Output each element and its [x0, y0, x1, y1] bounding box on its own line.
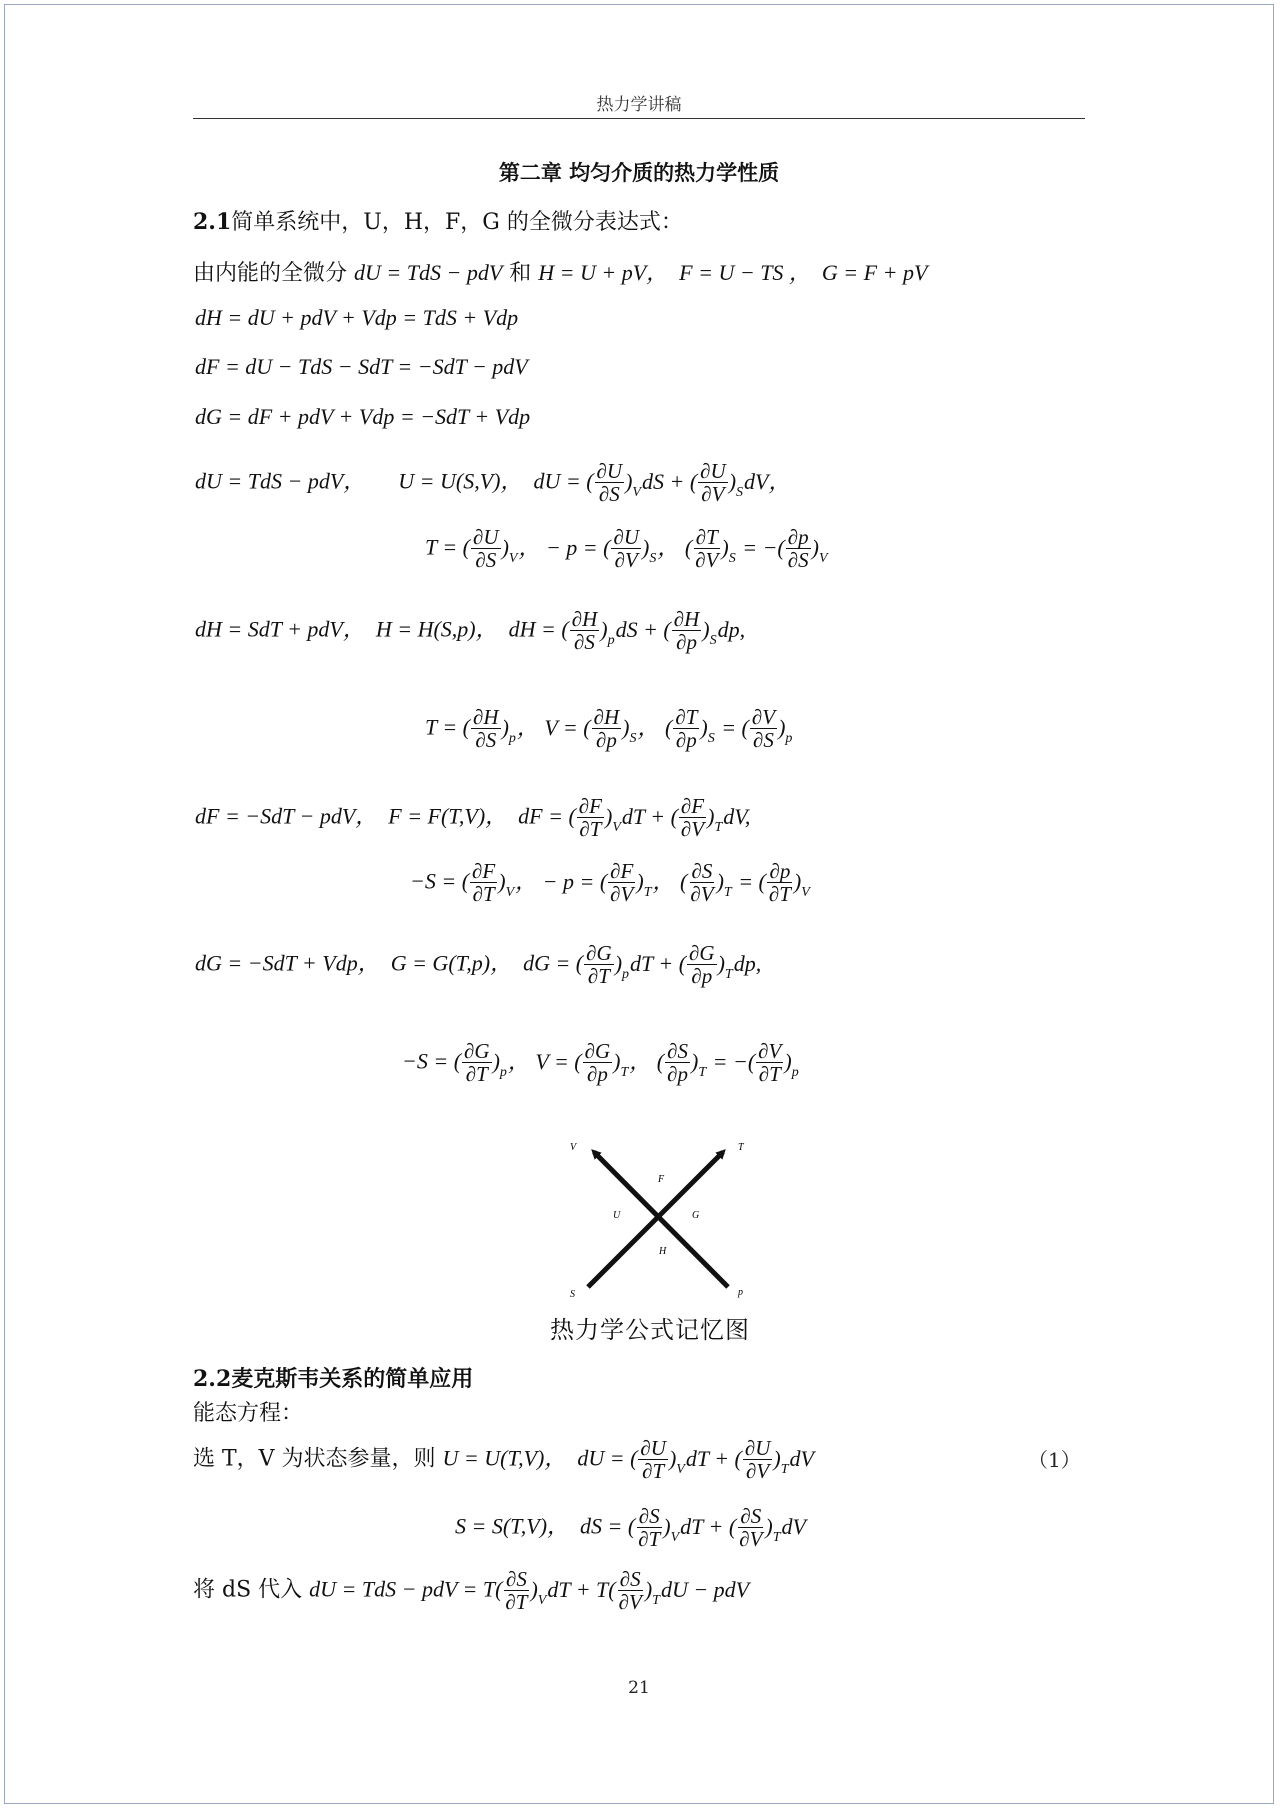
- maxwell-dh: T = ( $\frac{\partial H}{\partial S}$ )$_p$， V = ( $\frac{\partial H}{\partial p}$ )$_S$， ( $\frac{\partial T}{\partial p}$ )$_S$ = ( $\frac{\partial V}{\partial S}$ )$_p$: [425, 705, 793, 753]
- intro-prefix: 由内能的全微分: [193, 261, 354, 286]
- section-number: 2.2: [193, 1366, 232, 1392]
- page-number: 21: [628, 1678, 650, 1698]
- header-rule: [193, 118, 1085, 119]
- memory-diagram-svg: [540, 1135, 760, 1310]
- intro-mid: 和: [502, 261, 539, 286]
- equation-definitions: H = U + pV， F = U − TS ， G = F + pV: [538, 260, 928, 285]
- label-v: V: [570, 1142, 577, 1153]
- label-s: S: [570, 1289, 575, 1300]
- equation-dh-block: dH = SdT + pdV， H = H(S,p)， dH = ( $\frac{\partial H}{\partial S}$ )$_pdS$ + ( $\frac{\partial H}{\partial p}$ )$_Sdp$,: [195, 607, 746, 655]
- equation-du: dU = TdS − pdV: [354, 260, 503, 285]
- equation-df-block: dF = −SdT − pdV， F = F(T,V)， dF = ( $\frac{\partial F}{\partial T}$ )$_VdT$ + ( $\frac{\partial F}{\partial V}$ )$_TdV$,: [195, 794, 751, 842]
- line3-prefix: 将 dS 代入: [193, 1577, 310, 1603]
- section-2-1-heading: [193, 205, 683, 236]
- maxwell-df: −S = ( $\frac{\partial F}{\partial T}$ )$_V$， − p = ( $\frac{\partial F}{\partial V}$ )$_T$， ( $\frac{\partial S}{\partial V}$ )$_T$ = ( $\frac{\partial p}{\partial T}$ )$_V$: [410, 859, 810, 907]
- maxwell-dg: −S = ( $\frac{\partial G}{\partial T}$ )$_p$， V = ( $\frac{\partial G}{\partial p}$ )$_T$， ( $\frac{\partial S}{\partial p}$ )$_T$ = −( $\frac{\partial V}{\partial T}$ )$_p$: [402, 1039, 799, 1087]
- chapter-title: 第二章 均匀介质的热力学性质: [498, 160, 780, 185]
- label-h: H: [659, 1246, 667, 1257]
- maxwell-du: T = ( $\frac{\partial U}{\partial S}$ )$_V$， − p = ( $\frac{\partial U}{\partial V}$ )$_S$， ( $\frac{\partial T}{\partial V}$ )$_S$ = −( $\frac{\partial p}{\partial S}$ )$_V$: [425, 525, 828, 573]
- equation-du-block: dU = TdS − pdV， U = U(S,V)， dU = ( $\frac{\partial U}{\partial S}$ )$_VdS$ + ( $\frac{\partial U}{\partial V}$ )$_SdV$，: [195, 459, 791, 507]
- label-g: G: [692, 1210, 700, 1221]
- equation-dg-block: dG = −SdT + Vdp， G = G(T,p)， dG = ( $\frac{\partial G}{\partial T}$ )$_pdT$ + ( $\frac{\partial G}{\partial p}$ )$_Tdp$,: [195, 941, 762, 989]
- equation-df: dF = dU − TdS − SdT = −SdT − pdV: [195, 354, 528, 379]
- section-number: 2.1: [193, 209, 232, 235]
- equation-dh: dH = dU + pdV + Vdp = TdS + Vdp: [195, 305, 519, 330]
- subheading-energy-equation: 能态方程：: [193, 1401, 304, 1426]
- equation-number: （1）: [1028, 1448, 1081, 1472]
- memory-diagram: [540, 1135, 760, 1310]
- label-u: U: [613, 1210, 621, 1221]
- running-header: 热力学讲稿: [596, 95, 682, 115]
- section-title: 简单系统中，U，H，F，G 的全微分表达式：: [231, 210, 683, 235]
- entropy-differential-line: S = S(T,V)， dS = ( $\frac{\partial S}{\partial T}$ )$_VdT$ + ( $\frac{\partial S}{\partial V}$ )$_TdV$: [455, 1504, 806, 1552]
- section-title: 麦克斯韦关系的简单应用: [231, 1366, 474, 1392]
- state-variable-line: 选 T，V 为状态参量，则 U = U(T,V)， dU = ( $\frac{\partial U}{\partial T}$ )$_VdT$ + ( $\frac{\partial U}{\partial V}$ )$_TdV$: [193, 1436, 814, 1484]
- section-2-2-heading: [193, 1362, 473, 1393]
- intro-line: [193, 256, 927, 287]
- label-p: p: [738, 1287, 743, 1298]
- arrow-s-to-t: [588, 1152, 723, 1287]
- line1-prefix: 选 T，V 为状态参量，则: [193, 1446, 443, 1472]
- substitution-line: 将 dS 代入 dU = TdS − pdV = T( $\frac{\partial S}{\partial T}$ )$_VdT + T$( $\frac{\partial S}{\partial V}$ )$_TdU$ − pdV: [193, 1567, 750, 1615]
- label-t: T: [738, 1142, 744, 1153]
- diagram-caption: 热力学公式记忆图: [550, 1316, 750, 1344]
- label-f: F: [658, 1174, 665, 1185]
- equation-dg: dG = dF + pdV + Vdp = −SdT + Vdp: [195, 404, 531, 429]
